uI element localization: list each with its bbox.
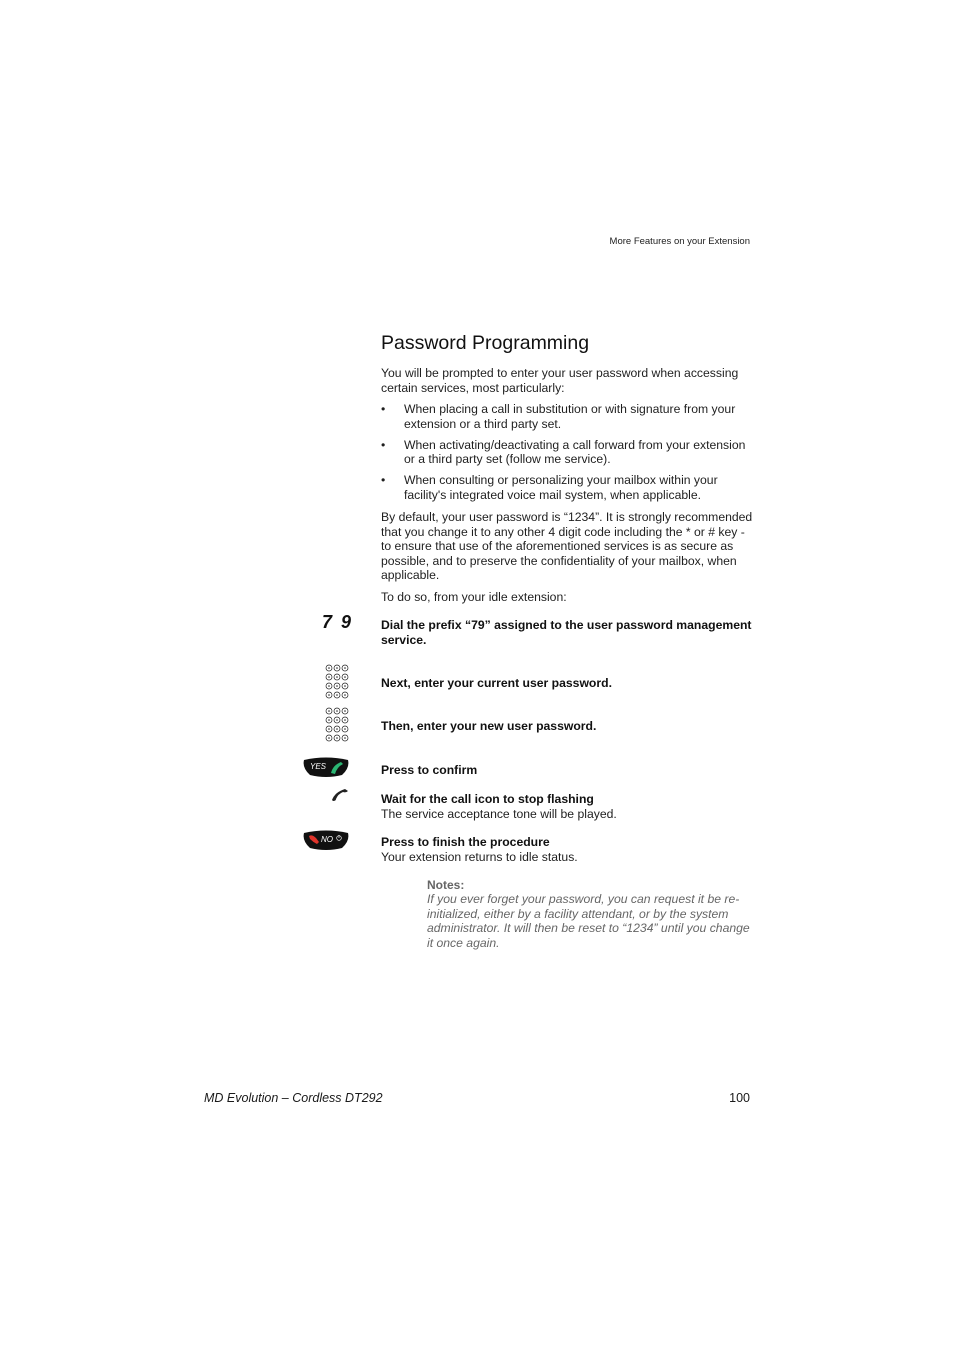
notes-block: [427, 878, 753, 950]
keypad-icon: [325, 707, 351, 743]
page-number: 100: [729, 1091, 750, 1105]
step-finish-title: Press to finish the procedure: [381, 835, 550, 849]
step-wait-note: The service acceptance tone will be played.: [381, 806, 617, 821]
lead-in-text: To do so, from your idle extension:: [381, 590, 567, 604]
handset-icon: [330, 788, 350, 802]
step-confirm: Press to confirm: [381, 763, 478, 777]
step-finish-note: Your extension returns to idle status.: [381, 849, 578, 864]
keypad-icon: [325, 664, 351, 700]
page-title: Password Programming: [381, 332, 590, 354]
step-current-password: Next, enter your current user password.: [381, 676, 612, 690]
intro-paragraph: You will be prompted to enter your user password when accessing certain services, most particularly:: [381, 366, 739, 395]
footer-product: MD Evolution – Cordless DT292: [204, 1091, 383, 1105]
step-dial-prefix: Dial the prefix “79” assigned to the user password management service.: [381, 618, 752, 647]
prefix-key-label: 7 9: [322, 612, 354, 632]
step-finish: [381, 835, 753, 864]
bullet-list: [381, 402, 753, 509]
no-key-label: NO: [321, 835, 333, 844]
no-key-icon: [302, 829, 350, 851]
list-item: • When consulting or personalizing your mailbox within your facility's integrated voice mail system, when applicable.: [381, 473, 753, 502]
notes-title: Notes:: [427, 878, 465, 892]
step-new-password: Then, enter your new user password.: [381, 719, 597, 733]
step-wait: [381, 792, 753, 821]
yes-key-label: YES: [310, 762, 327, 771]
list-item: • When placing a call in substitution or with signature from your extension or a third party set.: [381, 402, 753, 431]
list-item: • When activating/deactivating a call forward from your extension or a third party set (follow me service).: [381, 438, 753, 467]
default-password-paragraph: By default, your user password is “1234”. It is strongly recommended that you change it to any other 4 digit code including the * or # key - to ensure that use of the aforementioned services is as secure as possible, and to preserve the confidentiality of your mailbox, when applicable.: [381, 510, 753, 583]
step-wait-title: Wait for the call icon to stop flashing: [381, 792, 594, 806]
yes-key-icon: [302, 756, 350, 778]
notes-body: If you ever forget your password, you can request it be re-initialized, either by a facility attendant, or by the system administrator. It will then be reset to “1234” until you change it once again.: [427, 892, 750, 950]
running-header: More Features on your Extension: [609, 236, 750, 247]
